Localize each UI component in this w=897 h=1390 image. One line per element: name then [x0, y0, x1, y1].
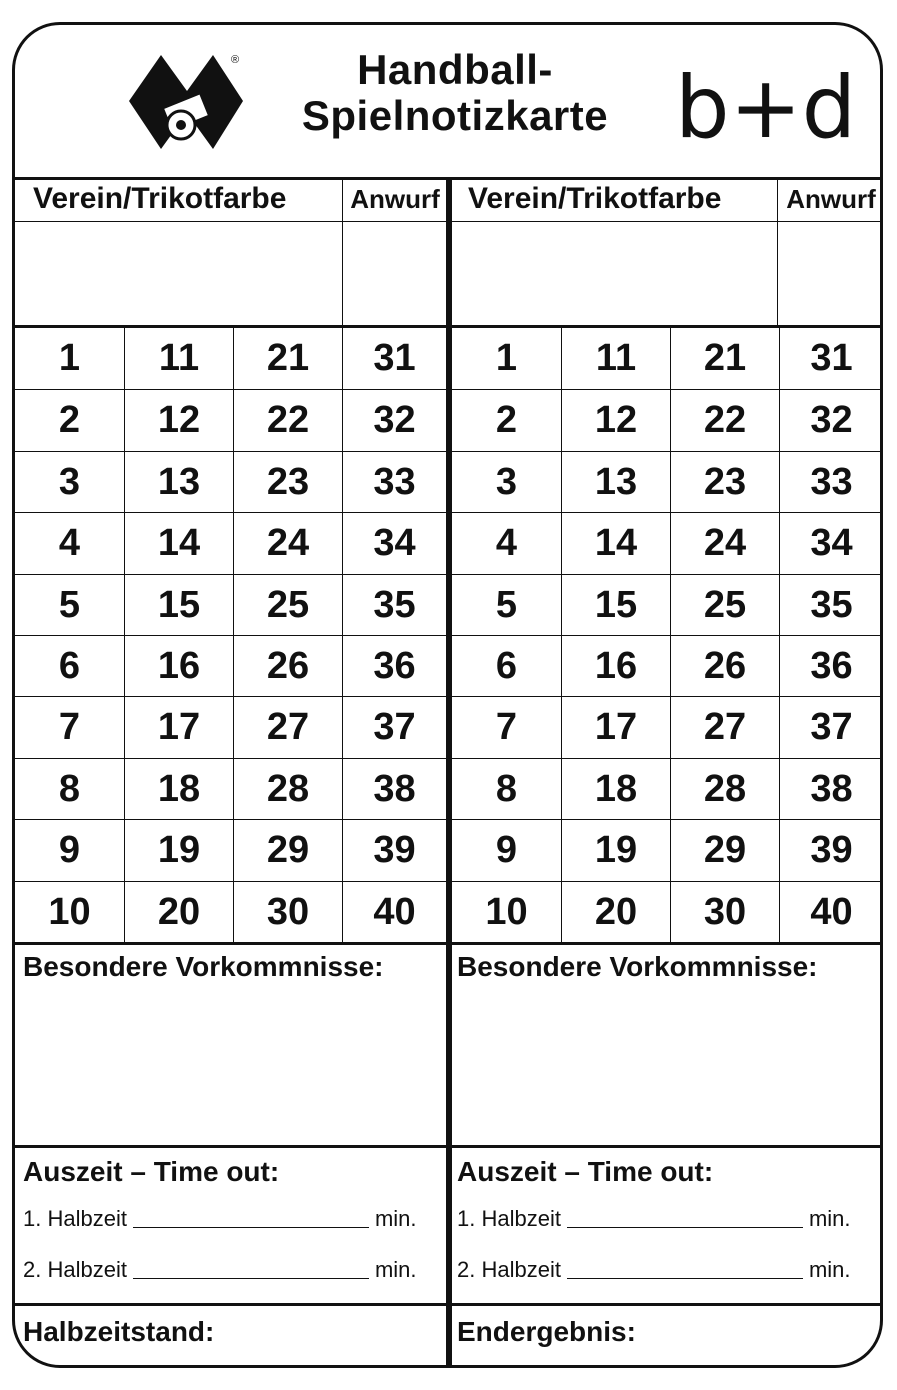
number-cell[interactable]: 5: [452, 574, 561, 635]
number-cell[interactable]: 37: [342, 696, 446, 757]
title-line-2: Spielnotizkarte: [301, 92, 609, 139]
verein-field[interactable]: [15, 222, 342, 325]
number-cell[interactable]: 25: [233, 574, 342, 635]
besondere-label: Besondere Vorkommnisse:: [23, 951, 384, 982]
number-cell[interactable]: 23: [670, 451, 779, 512]
number-grid: [452, 328, 883, 945]
number-cell[interactable]: 34: [779, 512, 883, 573]
number-cell[interactable]: 10: [15, 881, 124, 942]
number-cell[interactable]: 6: [15, 635, 124, 696]
number-cell[interactable]: 26: [670, 635, 779, 696]
number-cell[interactable]: 20: [561, 881, 670, 942]
team-section-home: [15, 177, 446, 1368]
number-cell[interactable]: 21: [670, 328, 779, 389]
number-cell[interactable]: 15: [561, 574, 670, 635]
halbzeit2-input[interactable]: [567, 1258, 803, 1279]
card-title: [255, 47, 655, 139]
number-cell[interactable]: 15: [124, 574, 233, 635]
brand-logo-text: b+d: [675, 58, 857, 158]
besondere-box[interactable]: [15, 945, 446, 1148]
verein-label: Verein/Trikotfarbe: [33, 182, 287, 215]
min-label: min.: [808, 1257, 851, 1282]
number-cell[interactable]: 39: [779, 819, 883, 880]
number-cell[interactable]: 27: [233, 696, 342, 757]
besondere-box[interactable]: [452, 945, 883, 1148]
number-cell[interactable]: 2: [452, 389, 561, 450]
header-row: [452, 177, 883, 222]
registered-mark: ®: [231, 54, 240, 66]
number-cell[interactable]: 5: [15, 574, 124, 635]
number-cell[interactable]: 28: [670, 758, 779, 819]
whistle-logo-icon: [127, 53, 247, 153]
number-cell[interactable]: 1: [58, 337, 81, 379]
auszeit-label: Auszeit – Time out:: [23, 1156, 280, 1187]
number-grid: [15, 328, 446, 945]
number-cell[interactable]: 2: [15, 389, 124, 450]
number-cell[interactable]: 17: [561, 696, 670, 757]
number-cell[interactable]: 37: [779, 696, 883, 757]
number-cell[interactable]: 31: [342, 328, 446, 389]
number-cell[interactable]: 39: [342, 819, 446, 880]
number-cell[interactable]: 18: [124, 758, 233, 819]
number-cell[interactable]: 38: [779, 758, 883, 819]
number-cell[interactable]: 7: [452, 696, 561, 757]
number-cell[interactable]: 17: [124, 696, 233, 757]
halbzeit2-label: 2. Halbzeit: [23, 1257, 127, 1282]
halbzeit2-label: 2. Halbzeit: [457, 1257, 561, 1282]
number-cell[interactable]: 3: [452, 451, 561, 512]
number-cell[interactable]: 12: [124, 389, 233, 450]
number-cell[interactable]: 6: [452, 635, 561, 696]
halbzeit1-row: [457, 1206, 851, 1232]
verein-field[interactable]: [452, 222, 777, 325]
number-cell[interactable]: 24: [233, 512, 342, 573]
number-cell[interactable]: 40: [779, 881, 883, 942]
number-cell[interactable]: 18: [561, 758, 670, 819]
number-cell[interactable]: 33: [779, 451, 883, 512]
auszeit-box: [452, 1148, 883, 1306]
number-cell[interactable]: 8: [15, 758, 124, 819]
min-label: min.: [374, 1257, 417, 1282]
auszeit-label: Auszeit – Time out:: [457, 1156, 714, 1187]
anwurf-field[interactable]: [342, 222, 343, 325]
number-cell[interactable]: 27: [670, 696, 779, 757]
anwurf-field[interactable]: [777, 222, 778, 325]
endergebnis-box[interactable]: [452, 1306, 883, 1368]
min-label: min.: [808, 1206, 851, 1231]
number-cell[interactable]: 32: [342, 389, 446, 450]
number-cell[interactable]: 38: [342, 758, 446, 819]
number-cell[interactable]: 34: [342, 512, 446, 573]
number-cell[interactable]: 4: [15, 512, 124, 573]
number-cell[interactable]: 11: [124, 328, 233, 389]
title-line-1: Handball-: [357, 46, 553, 93]
number-cell[interactable]: 12: [561, 389, 670, 450]
auszeit-box: [15, 1148, 446, 1306]
number-cell[interactable]: 30: [670, 881, 779, 942]
number-cell[interactable]: 36: [342, 635, 446, 696]
number-cell[interactable]: 32: [779, 389, 883, 450]
number-cell[interactable]: 11: [561, 328, 670, 389]
number-cell[interactable]: 9: [452, 819, 561, 880]
min-label: min.: [374, 1206, 417, 1231]
number-cell[interactable]: 13: [561, 451, 670, 512]
halbzeitstand-box[interactable]: [15, 1306, 446, 1368]
number-cell[interactable]: 14: [124, 512, 233, 573]
number-cell[interactable]: 35: [779, 574, 883, 635]
number-cell[interactable]: 1: [495, 337, 518, 379]
halbzeit1-row: [23, 1206, 417, 1232]
number-cell[interactable]: 31: [779, 328, 883, 389]
halbzeit1-input[interactable]: [133, 1207, 369, 1228]
number-cell[interactable]: 30: [233, 881, 342, 942]
score-card: [12, 22, 883, 1368]
number-cell[interactable]: 9: [15, 819, 124, 880]
number-cell[interactable]: 4: [452, 512, 561, 573]
halbzeit1-label: 1. Halbzeit: [23, 1206, 127, 1231]
number-cell[interactable]: 14: [561, 512, 670, 573]
brand-logo: [675, 58, 857, 158]
team-section-away: [452, 177, 883, 1368]
number-cell[interactable]: 21: [233, 328, 342, 389]
halbzeit2-row: [457, 1257, 851, 1283]
team-entry-row: [15, 222, 446, 328]
halbzeit1-input[interactable]: [567, 1207, 803, 1228]
number-cell[interactable]: 7: [15, 696, 124, 757]
number-cell[interactable]: 3: [15, 451, 124, 512]
number-cell[interactable]: 24: [670, 512, 779, 573]
halbzeit2-input[interactable]: [133, 1258, 369, 1279]
number-cell[interactable]: 22: [670, 389, 779, 450]
halbzeit2-row: [23, 1257, 417, 1283]
number-cell[interactable]: 26: [233, 635, 342, 696]
number-cell[interactable]: 29: [670, 819, 779, 880]
number-cell[interactable]: 22: [233, 389, 342, 450]
verein-label: Verein/Trikotfarbe: [468, 182, 722, 215]
number-cell[interactable]: 40: [342, 881, 446, 942]
card-header: [15, 25, 880, 180]
number-cell[interactable]: 33: [342, 451, 446, 512]
besondere-label: Besondere Vorkommnisse:: [457, 951, 818, 982]
number-cell[interactable]: 36: [779, 635, 883, 696]
number-cell[interactable]: 23: [233, 451, 342, 512]
number-cell[interactable]: 13: [124, 451, 233, 512]
halbzeit1-label: 1. Halbzeit: [457, 1206, 561, 1231]
number-cell[interactable]: 29: [233, 819, 342, 880]
number-cell[interactable]: 35: [342, 574, 446, 635]
number-cell[interactable]: 25: [670, 574, 779, 635]
number-cell[interactable]: 19: [124, 819, 233, 880]
number-cell[interactable]: 19: [561, 819, 670, 880]
anwurf-label: Anwurf: [777, 177, 884, 221]
endergebnis-label: Endergebnis:: [457, 1316, 636, 1347]
anwurf-label: Anwurf: [342, 177, 447, 221]
number-cell[interactable]: 28: [233, 758, 342, 819]
number-cell[interactable]: 16: [124, 635, 233, 696]
number-cell[interactable]: 20: [124, 881, 233, 942]
number-cell[interactable]: 16: [561, 635, 670, 696]
number-cell[interactable]: 8: [452, 758, 561, 819]
team-entry-row: [452, 222, 883, 328]
halbzeitstand-label: Halbzeitstand:: [23, 1316, 215, 1347]
header-row: [15, 177, 446, 222]
number-cell[interactable]: 10: [452, 881, 561, 942]
